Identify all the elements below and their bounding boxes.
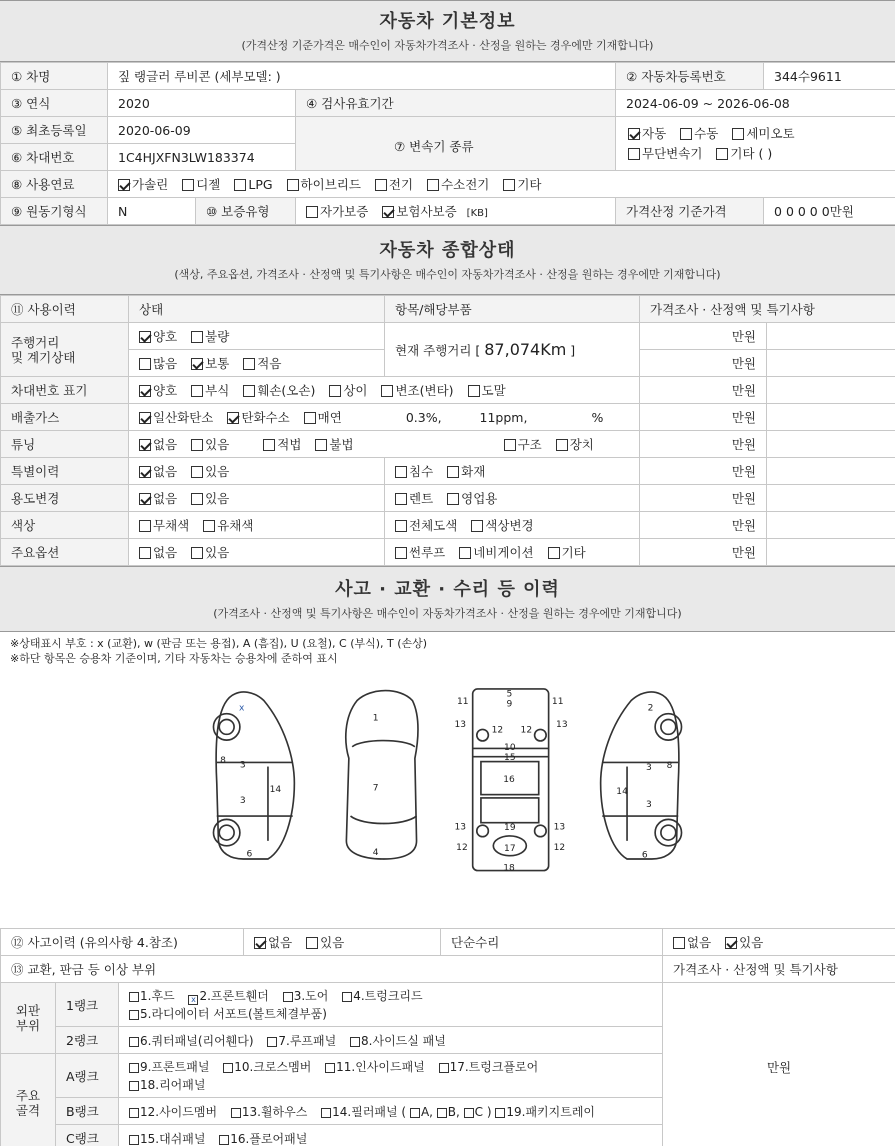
accident-history-options [244, 929, 441, 956]
trans-cvt-label: 무단변속기 [642, 145, 703, 161]
svg-text:8: 8 [666, 761, 673, 772]
tuning-label: 튜닝 [1, 431, 129, 458]
status-title: 자동차 종합상태 [379, 240, 516, 261]
special-items [385, 458, 640, 485]
tuning-legal-label: 적법 [277, 437, 302, 452]
cross-member-checkbox[interactable] [223, 1063, 233, 1073]
col-history: ⑪ 사용이력 [1, 296, 129, 323]
mileage-text: 현재 주행거리 [ [395, 343, 485, 358]
hood-checkbox[interactable] [129, 992, 139, 1002]
emission-smoke-value: % [591, 410, 604, 425]
svg-text:18: 18 [503, 863, 515, 874]
trans-manual-label: 수동 [694, 125, 719, 141]
emission-smoke-label: 매연 [317, 410, 342, 425]
trunk-lid-label: 4.트렁크리드 [353, 988, 423, 1003]
inspection-label: ④ 검사유효기간 [296, 90, 616, 117]
accident-table [0, 928, 895, 1146]
business-label: 영업용 [461, 491, 498, 506]
color-options [129, 512, 385, 539]
fire-label: 화재 [461, 464, 486, 479]
usage-items [385, 485, 640, 512]
emission-hc-value: 11ppm, [479, 410, 528, 425]
svg-text:13: 13 [553, 822, 566, 833]
svg-text:1: 1 [372, 713, 379, 724]
mileage-good-checkbox[interactable] [139, 331, 151, 343]
accident-exist-checkbox[interactable] [306, 937, 318, 949]
roof-panel-label: 7.루프패널 [278, 1033, 337, 1048]
status-table [0, 295, 895, 566]
vin-value: 1C4HJXFN3LW183374 [108, 144, 296, 171]
pillar-c-checkbox[interactable] [464, 1108, 474, 1118]
mileage-normal-checkbox[interactable] [191, 358, 203, 370]
tuning-none-label: 없음 [153, 437, 178, 452]
package-tray-label: 19.패키지트레이 [506, 1104, 596, 1119]
transmission-label: ⑦ 변속기 종류 [394, 139, 474, 154]
price-digits: 0 0 0 0 0 [774, 204, 830, 219]
vin-good-label: 양호 [153, 383, 178, 398]
tuning-none-checkbox[interactable] [139, 439, 151, 451]
emission-hc-checkbox[interactable] [227, 412, 239, 424]
car-diagram [0, 684, 895, 930]
vin-smear-label: 도말 [481, 383, 506, 398]
svg-text:12: 12 [491, 725, 504, 736]
inside-panel-label: 11.인사이드패널 [336, 1059, 425, 1074]
frame-label: 주요 골격 [1, 1054, 56, 1146]
usage-exist-checkbox[interactable] [191, 493, 203, 505]
legend-line-1: ※상태표시 부호 : x (교환), w (판금 또는 용접), A (흠집), U (요철), C (부식), T (손상) [10, 637, 428, 650]
front-fender-label: 2.프론트휀더 [199, 988, 269, 1003]
mileage-many-checkbox[interactable] [139, 358, 151, 370]
trunk-lid-checkbox[interactable] [342, 992, 352, 1002]
chromatic-checkbox[interactable] [203, 520, 215, 532]
price-basis-label: 가격산정 기준가격 [616, 198, 764, 225]
svg-text:11: 11 [551, 696, 564, 707]
trans-auto-label: 자동 [642, 125, 667, 141]
mileage-few-label: 적음 [257, 356, 282, 371]
mileage-item [385, 323, 640, 377]
svg-text:3: 3 [239, 760, 246, 771]
basic-info-subtitle: (가격산정 기준가격은 매수인이 자동차가격조사 · 산정을 원하는 경우에만 기재합니다) [241, 39, 654, 52]
fuel-hydrogen-label: 수소전기 [441, 177, 490, 192]
dash-panel-label: 15.대쉬패널 [140, 1131, 206, 1146]
achromatic-label: 무채색 [153, 518, 190, 533]
trans-semi-checkbox[interactable] [732, 128, 744, 140]
warranty-ins-checkbox[interactable] [382, 206, 394, 218]
accident-subtitle: (가격조사 · 산정액 및 특기사항은 매수인이 자동차가격조사 · 산정을 원하는 경우에만 기재합니다) [213, 607, 682, 620]
warranty-options [296, 198, 616, 225]
tuning-illegal-label: 불법 [329, 437, 354, 452]
option-none-label: 없음 [153, 545, 178, 560]
special-exist-checkbox[interactable] [191, 466, 203, 478]
usage-options [129, 485, 385, 512]
svg-text:6: 6 [641, 850, 648, 861]
car-name-label: ① 차명 [1, 63, 108, 90]
fuel-hybrid-checkbox[interactable] [287, 179, 299, 191]
special-price: 만원 [640, 458, 767, 485]
fuel-lpg-label: LPG [248, 177, 273, 192]
pillar-b-checkbox[interactable] [437, 1108, 447, 1118]
achromatic-checkbox[interactable] [139, 520, 151, 532]
rankC-items [119, 1125, 663, 1146]
accident-none-label: 없음 [268, 935, 293, 950]
fuel-diesel-checkbox[interactable] [182, 179, 194, 191]
svg-text:5: 5 [506, 689, 513, 700]
mileage-label: 주행거리 및 계기상태 [1, 323, 129, 377]
fuel-lpg-checkbox[interactable] [234, 179, 246, 191]
cross-member-label: 10.크로스멤버 [234, 1059, 312, 1074]
engine-value: N [108, 198, 196, 225]
option-etc-label: 기타 [561, 545, 586, 560]
reg-no-value: 344수9611 [764, 63, 895, 90]
mileage-many-label: 많음 [153, 356, 178, 371]
mileage-price-1: 만원 [640, 323, 767, 350]
first-reg-label: ⑤ 최초등록일 [1, 117, 108, 144]
emission-co-label: 일산화탄소 [153, 410, 214, 425]
dash-panel-checkbox[interactable] [129, 1135, 139, 1145]
fuel-hydrogen-checkbox[interactable] [427, 179, 439, 191]
svg-text:9: 9 [506, 699, 513, 710]
col-price: 가격조사 · 산정액 및 특기사항 [640, 296, 895, 323]
color-price: 만원 [640, 512, 767, 539]
reg-no-label: ② 자동차등록번호 [616, 63, 764, 90]
trans-etc-label: 기타 ( ) [730, 145, 773, 161]
door-checkbox[interactable] [283, 992, 293, 1002]
svg-text:3: 3 [646, 762, 652, 773]
svg-text:12: 12 [520, 725, 533, 736]
flood-checkbox[interactable] [395, 466, 407, 478]
usage-none-label: 없음 [153, 491, 178, 506]
fuel-diesel-label: 디젤 [196, 177, 221, 192]
option-options [129, 539, 385, 566]
option-exist-checkbox[interactable] [191, 547, 203, 559]
business-checkbox[interactable] [447, 493, 459, 505]
option-price: 만원 [640, 539, 767, 566]
mileage-bad-checkbox[interactable] [191, 331, 203, 343]
tuning-device-checkbox[interactable] [556, 439, 568, 451]
simple-repair-label: 단순수리 [441, 929, 663, 956]
floor-panel-checkbox[interactable] [219, 1135, 229, 1145]
rankA-label: A랭크 [56, 1054, 119, 1098]
vin-state-price: 만원 [640, 377, 767, 404]
emission-label: 배출가스 [1, 404, 129, 431]
quarter-panel-label: 6.쿼터패널(리어휀다) [140, 1033, 254, 1048]
svg-text:12: 12 [456, 842, 468, 853]
price-unit: 만원 [829, 204, 854, 219]
repair-none-label: 없음 [687, 935, 712, 950]
flood-label: 침수 [409, 464, 434, 479]
repair-none-checkbox[interactable] [673, 937, 685, 949]
special-options [129, 458, 385, 485]
special-none-checkbox[interactable] [139, 466, 151, 478]
pillar-a-checkbox[interactable] [410, 1108, 420, 1118]
first-reg-value: 2020-06-09 [108, 117, 296, 144]
accident-title: 사고 · 교환 · 수리 등 이력 [335, 579, 560, 600]
mileage-few-checkbox[interactable] [243, 358, 255, 370]
rank1-label: 1랭크 [56, 983, 119, 1027]
tuning-structure-checkbox[interactable] [504, 439, 516, 451]
simple-repair-options [663, 929, 895, 956]
svg-text:8: 8 [220, 756, 226, 767]
legend-line-2: ※하단 항목은 승용차 기준이며, 기타 자동차는 승용차에 준하여 표시 [10, 652, 338, 665]
car-name-value: 짚 랭글러 루비콘 (세부모델: ) [108, 63, 616, 90]
svg-text:17: 17 [504, 843, 516, 854]
rank2-label: 2랭크 [56, 1027, 119, 1054]
usage-none-checkbox[interactable] [139, 493, 151, 505]
svg-text:11: 11 [456, 696, 469, 707]
svg-text:14: 14 [269, 785, 282, 796]
rankB-items [119, 1098, 663, 1125]
mileage-state-2 [129, 350, 385, 377]
navi-label: 네비게이션 [473, 545, 534, 560]
option-items [385, 539, 640, 566]
svg-text:13: 13 [454, 822, 467, 833]
tuning-exist-checkbox[interactable] [191, 439, 203, 451]
vin-smear-checkbox[interactable] [468, 385, 480, 397]
repair-exist-checkbox[interactable] [725, 937, 737, 949]
hood-label: 1.후드 [140, 988, 175, 1003]
warranty-label: ⑩ 보증유형 [196, 198, 296, 225]
tuning-options [129, 431, 640, 458]
tuning-structure-label: 구조 [517, 437, 542, 452]
parts-price-value: 만원 [663, 983, 895, 1146]
door-label: 3.도어 [293, 988, 329, 1003]
front-panel-label: 9.프론트패널 [140, 1059, 210, 1074]
basic-info-title: 자동차 기본정보 [379, 11, 516, 32]
svg-text:7: 7 [372, 783, 379, 794]
warranty-tag: [KB] [466, 208, 488, 219]
inside-panel-checkbox[interactable] [325, 1063, 335, 1073]
inspection-value: 2024-06-09 ~ 2026-06-08 [616, 90, 895, 117]
svg-text:13: 13 [556, 719, 568, 730]
quarter-panel-checkbox[interactable] [129, 1037, 139, 1047]
roof-panel-checkbox[interactable] [267, 1037, 277, 1047]
emission-co-checkbox[interactable] [139, 412, 151, 424]
svg-text:10: 10 [504, 743, 516, 754]
color-label: 색상 [1, 512, 129, 539]
svg-text:2: 2 [647, 703, 654, 714]
tuning-device-label: 장치 [569, 437, 594, 452]
front-panel-checkbox[interactable] [129, 1063, 139, 1073]
trunk-floor-checkbox[interactable] [439, 1063, 449, 1073]
rank1-items [119, 983, 663, 1027]
trans-auto-checkbox[interactable] [628, 128, 640, 140]
mileage-bad-label: 불량 [205, 329, 230, 344]
basic-info-header [0, 0, 895, 62]
vin-damage-label: 훼손(오손) [257, 383, 316, 398]
fuel-etc-checkbox[interactable] [503, 179, 515, 191]
floor-panel-label: 16.플로어패널 [230, 1131, 308, 1146]
fire-checkbox[interactable] [447, 466, 459, 478]
rear-panel-checkbox[interactable] [129, 1081, 139, 1091]
radiator-support-label: 5.라디에이터 서포트(볼트체결부품) [140, 1006, 327, 1021]
fuel-electric-label: 전기 [388, 177, 414, 192]
trans-manual-checkbox[interactable] [680, 128, 692, 140]
parts-label: ⑬ 교환, 판금 등 이상 부위 [1, 956, 663, 983]
fuel-options [108, 171, 895, 198]
special-exist-label: 있음 [205, 464, 230, 479]
svg-text:13: 13 [454, 719, 467, 730]
vin-state-options [129, 377, 640, 404]
mileage-value: 87,074Km [484, 340, 567, 359]
svg-text:3: 3 [646, 800, 652, 810]
package-tray-checkbox[interactable] [495, 1108, 505, 1118]
vin-diff-label: 상이 [343, 383, 368, 398]
option-etc-checkbox[interactable] [548, 547, 560, 559]
special-none-label: 없음 [153, 464, 178, 479]
svg-text:15: 15 [504, 752, 516, 763]
vin-altered-label: 변조(변타) [395, 383, 454, 398]
wheel-house-label: 13.휠하우스 [241, 1104, 308, 1119]
wheel-house-checkbox[interactable] [231, 1108, 241, 1118]
tuning-legal-checkbox[interactable] [263, 439, 275, 451]
rankB-label: B랭크 [56, 1098, 119, 1125]
svg-text:16: 16 [503, 775, 515, 786]
pillar-a-label: A, [420, 1104, 433, 1119]
option-label: 주요옵션 [1, 539, 129, 566]
accident-none-checkbox[interactable] [254, 937, 266, 949]
vin-corrosion-checkbox[interactable] [191, 385, 203, 397]
pillar-b-label: B, [447, 1104, 460, 1119]
trunk-floor-label: 17.트렁크플로어 [449, 1059, 539, 1074]
left-door-exchange-mark: x [239, 703, 245, 714]
rankA-items [119, 1054, 663, 1098]
status-subtitle: (색상, 주요옵션, 가격조사 · 산정액 및 특기사항은 매수인이 자동차가격조사 · 산정을 원하는 경우에만 기재합니다) [174, 268, 721, 281]
svg-text:12: 12 [553, 842, 566, 853]
sunroof-checkbox[interactable] [395, 547, 407, 559]
full-paint-checkbox[interactable] [395, 520, 407, 532]
parts-price-label: 가격조사 · 산정액 및 특기사항 [663, 956, 895, 983]
navi-checkbox[interactable] [459, 547, 471, 559]
vin-state-label: 차대번호 표기 [1, 377, 129, 404]
fuel-label: ⑧ 사용연료 [1, 171, 108, 198]
status-header [0, 225, 895, 295]
pillar-panel-label: 14.필러패널 ( [332, 1104, 407, 1119]
color-change-checkbox[interactable] [471, 520, 483, 532]
transmission-options [616, 117, 895, 171]
price-basis-value [764, 198, 895, 225]
col-item: 항목/해당부품 [385, 296, 640, 323]
warranty-self-checkbox[interactable] [306, 206, 318, 218]
usage-exist-label: 있음 [205, 491, 230, 506]
engine-label: ⑨ 원동기형식 [1, 198, 108, 225]
full-paint-label: 전체도색 [409, 518, 458, 533]
mileage-close: ] [566, 343, 576, 358]
radiator-support-checkbox[interactable] [129, 1010, 139, 1020]
side-sill-label: 8.사이드실 패널 [361, 1033, 446, 1048]
side-member-label: 12.사이드멤버 [140, 1104, 218, 1119]
rank2-items [119, 1027, 663, 1054]
svg-text:19: 19 [504, 823, 516, 834]
mileage-normal-label: 보통 [205, 356, 230, 371]
svg-text:6: 6 [246, 849, 253, 860]
sunroof-label: 썬루프 [409, 545, 446, 560]
side-member-checkbox[interactable] [129, 1108, 139, 1118]
svg-text:14: 14 [616, 786, 628, 797]
vin-diff-checkbox[interactable] [329, 385, 341, 397]
emission-options [129, 404, 640, 431]
rankC-label: C랭크 [56, 1125, 119, 1146]
vin-good-checkbox[interactable] [139, 385, 151, 397]
front-fender-checkbox[interactable]: x [188, 995, 198, 1005]
accident-exist-label: 있음 [320, 935, 345, 950]
color-items [385, 512, 640, 539]
svg-text:4: 4 [372, 847, 379, 858]
mileage-state-1 [129, 323, 385, 350]
trans-cvt-checkbox[interactable] [628, 148, 640, 160]
rent-label: 렌트 [409, 491, 434, 506]
emission-hc-label: 탄화수소 [241, 410, 290, 425]
year-value: 2020 [108, 90, 296, 117]
tuning-illegal-checkbox[interactable] [315, 439, 327, 451]
emission-co-value: 0.3%, [405, 410, 442, 425]
color-change-label: 색상변경 [485, 518, 534, 533]
vin-damage-checkbox[interactable] [243, 385, 255, 397]
tuning-price: 만원 [640, 431, 767, 458]
fuel-gasoline-checkbox[interactable] [118, 179, 130, 191]
pillar-c-label: C ) [474, 1104, 492, 1119]
mileage-good-label: 양호 [153, 329, 178, 344]
mileage-price-2: 만원 [640, 350, 767, 377]
accident-header [0, 566, 895, 632]
trans-etc-checkbox[interactable] [716, 148, 728, 160]
fuel-etc-label: 기타 [517, 177, 542, 192]
repair-exist-label: 있음 [739, 935, 764, 950]
fuel-hybrid-label: 하이브리드 [300, 177, 361, 192]
outer-label: 외판 부위 [1, 983, 56, 1054]
usage-label: 용도변경 [1, 485, 129, 512]
trans-semi-label: 세미오토 [746, 125, 795, 141]
year-label: ③ 연식 [1, 90, 108, 117]
option-none-checkbox[interactable] [139, 547, 151, 559]
vin-corrosion-label: 부식 [205, 383, 230, 398]
pillar-panel-checkbox[interactable] [321, 1108, 331, 1118]
usage-price: 만원 [640, 485, 767, 512]
vin-altered-checkbox[interactable] [381, 385, 393, 397]
side-sill-checkbox[interactable] [350, 1037, 360, 1047]
accident-history-label: ⑫ 사고이력 (유의사항 4.참조) [1, 929, 244, 956]
svg-text:3: 3 [239, 795, 246, 806]
warranty-self-label: 자가보증 [320, 204, 369, 219]
tuning-exist-label: 있음 [205, 437, 230, 452]
fuel-electric-checkbox[interactable] [375, 179, 387, 191]
warranty-ins-label: 보험사보증 [396, 204, 457, 219]
rent-checkbox[interactable] [395, 493, 407, 505]
col-state: 상태 [129, 296, 385, 323]
option-exist-label: 있음 [205, 545, 230, 560]
rear-panel-label: 18.리어패널 [140, 1077, 206, 1092]
fuel-gasoline-label: 가솔린 [132, 177, 169, 192]
emission-price: 만원 [640, 404, 767, 431]
chromatic-label: 유채색 [217, 518, 254, 533]
vin-label: ⑥ 차대번호 [1, 144, 108, 171]
emission-smoke-checkbox[interactable] [304, 412, 316, 424]
special-label: 특별이력 [1, 458, 129, 485]
